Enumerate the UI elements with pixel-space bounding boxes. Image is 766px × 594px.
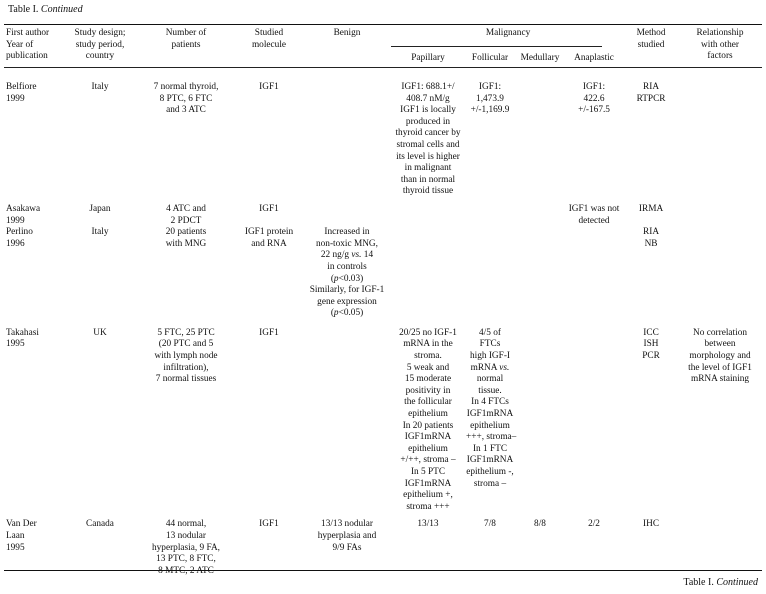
cell-line: patients (171, 39, 201, 50)
cell-follicular (464, 227, 516, 328)
cell-line: high IGF-I (469, 351, 511, 362)
cell-line: Japan (89, 203, 111, 214)
cell-medullary (516, 227, 564, 328)
cell-patients (136, 82, 236, 204)
cell-line: 1995 (6, 542, 25, 553)
cell-benign (302, 519, 392, 577)
cell-line: studied (637, 39, 665, 50)
cell-line: gene expression (317, 296, 377, 307)
cell-relationship (678, 519, 762, 577)
cell-relationship (678, 204, 762, 227)
cell-line: ICC (643, 327, 659, 338)
cell-method (624, 227, 678, 328)
cell-line: (p<0.05) (330, 308, 364, 319)
cell-line: 1,473.9 (476, 93, 504, 104)
caption-label: Table I. (683, 577, 714, 588)
cell-relationship (678, 328, 762, 520)
cell-line: mRNA in the (403, 339, 453, 350)
header-medullary: Medullary (520, 53, 560, 63)
cell-line: IGF1 protein (244, 227, 294, 238)
cell-line: epithelium (408, 409, 448, 420)
cell-patients (136, 227, 236, 328)
cell-line: 44 normal, (165, 519, 207, 530)
cell-line: +/++, stroma – (400, 455, 456, 466)
cell-author (4, 82, 64, 204)
header-malignancy: Malignancy (485, 28, 531, 38)
cell-line: epithelium +, (403, 490, 453, 501)
cell-line: IGF1 was not (568, 203, 620, 214)
header-patients (136, 28, 236, 75)
cell-molecule (236, 82, 302, 204)
cell-line: 13 PTC, 8 FTC, (156, 554, 216, 565)
header-relationship (678, 28, 762, 75)
cell-line: 13/13 nodular (321, 519, 373, 530)
cell-benign (302, 328, 392, 520)
cell-line: Similarly, for IGF-1 (309, 285, 385, 296)
cell-line: No correlation (693, 327, 747, 338)
cell-line: 7 normal tissues (155, 374, 217, 385)
cell-papillary (392, 519, 464, 577)
cell-line: and 3 ATC (166, 105, 206, 116)
cell-line: with other (701, 39, 740, 50)
table-caption-bottom (683, 577, 758, 588)
cell-line: IGF1 (259, 519, 279, 530)
table-row (4, 328, 762, 520)
cell-line: infiltration), (163, 362, 209, 373)
cell-design (64, 82, 136, 204)
cell-line: 1999 (6, 93, 25, 104)
cell-line: Belfiore (6, 82, 37, 92)
cell-line: the follicular (404, 397, 452, 408)
cell-line: Year of (6, 39, 34, 50)
header-follicular: Follicular (471, 53, 509, 63)
cell-line: IGF1 (259, 82, 279, 92)
cell-line: mRNA staining (690, 374, 750, 385)
cell-medullary (516, 82, 564, 204)
cell-line: and RNA (251, 238, 287, 249)
cell-line: 15 moderate (404, 374, 452, 385)
cell-line: 422.6 (583, 93, 605, 104)
cell-line: Van Der (6, 519, 37, 530)
cell-line: UK (93, 327, 107, 338)
cell-anaplastic (564, 519, 624, 577)
cell-line: Laan (6, 530, 25, 541)
cell-line: 13 nodular (165, 530, 207, 541)
cell-anaplastic (564, 204, 624, 227)
cell-line: its level is higher (396, 151, 460, 162)
cell-molecule (236, 204, 302, 227)
cell-molecule (236, 328, 302, 520)
cell-anaplastic (564, 328, 624, 520)
cell-patients (136, 519, 236, 577)
cell-follicular (464, 82, 516, 204)
cell-line: RIA (643, 227, 660, 238)
cell-line: 13/13 (417, 519, 439, 530)
cell-line: NB (644, 238, 658, 249)
cell-line: 9/9 FAs (332, 542, 362, 553)
table-caption-top (8, 4, 83, 15)
cell-line: (20 PTC and 5 (158, 339, 214, 350)
cell-line: 7 normal thyroid, (153, 82, 219, 92)
cell-line: factors (707, 51, 733, 62)
header-benign (302, 28, 392, 75)
cell-line: positivity in (405, 385, 451, 396)
cell-line: country (85, 51, 115, 62)
cell-design (64, 227, 136, 328)
cell-line: IGF1 is locally (400, 105, 456, 116)
cell-design (64, 204, 136, 227)
cell-author (4, 328, 64, 520)
cell-line: Benign (333, 28, 361, 38)
cell-line: stroma. (414, 351, 442, 362)
cell-line: normal (476, 374, 504, 385)
header-design (64, 28, 136, 75)
cell-line: thyroid cancer by (395, 128, 461, 139)
cell-line: 408.7 nM/g (406, 93, 450, 104)
cell-line: Italy (91, 82, 109, 92)
cell-line: in controls (327, 261, 367, 272)
cell-line: thyroid tissue (402, 186, 454, 197)
table-row (4, 519, 762, 577)
cell-line: the level of IGF1 (688, 362, 752, 373)
cell-papillary (392, 328, 464, 520)
cell-line: IGF1mRNA (466, 409, 514, 420)
cell-line: IGF1 (259, 327, 279, 338)
cell-follicular (464, 519, 516, 577)
cell-medullary (516, 204, 564, 227)
table-row (4, 82, 762, 204)
cell-line: +++, stroma– (466, 432, 517, 443)
cell-line: than in normal (400, 174, 456, 185)
cell-method (624, 204, 678, 227)
cell-line: PCR (642, 351, 660, 362)
cell-line: non-toxic MNG, (316, 238, 378, 249)
cell-line: epithelium (470, 420, 510, 431)
cell-line: stromal cells and (396, 139, 460, 150)
header-papillary: Papillary (411, 53, 445, 63)
cell-line: FTCs (479, 339, 501, 350)
data-table (4, 28, 762, 577)
header-author (4, 28, 64, 75)
header-anaplastic: Anaplastic (574, 53, 614, 63)
cell-line: study period, (75, 39, 125, 50)
cell-line: IGF1mRNA (404, 432, 452, 443)
cell-line: 5 FTC, 25 PTC (157, 327, 215, 338)
cell-line: 1999 (6, 215, 25, 226)
cell-molecule (236, 519, 302, 577)
cell-line: Italy (91, 227, 109, 238)
cell-author (4, 227, 64, 328)
cell-patients (136, 204, 236, 227)
cell-line: RTPCR (636, 93, 666, 104)
cell-line: IGF1: 688.1+/ (401, 82, 455, 92)
cell-line: 20/25 no IGF-1 (399, 327, 457, 338)
cell-line: Perlino (6, 227, 33, 238)
cell-line: In 5 PTC (410, 467, 446, 477)
cell-papillary (392, 82, 464, 204)
cell-line: Takahasi (6, 327, 39, 338)
cell-line: 8 PTC, 6 FTC (159, 93, 213, 104)
cell-line: stroma – (473, 478, 507, 489)
cell-line: 8/8 (534, 519, 546, 530)
cell-anaplastic (564, 227, 624, 328)
cell-line: 4 ATC and (166, 203, 206, 214)
cell-line: Number of (165, 28, 207, 38)
cell-line: epithelium -, (466, 467, 514, 477)
cell-follicular (464, 204, 516, 227)
cell-medullary (516, 519, 564, 577)
caption-continued: Continued (40, 4, 83, 15)
cell-line: 20 patients (165, 227, 207, 238)
cell-line: In 4 FTCs (471, 397, 509, 408)
cell-relationship (678, 227, 762, 328)
cell-line: (p<0.03) (330, 273, 364, 284)
cell-line: IGF1: (478, 82, 502, 92)
cell-author (4, 519, 64, 577)
cell-line: 8 MTC, 2 ATC (158, 565, 214, 576)
cell-anaplastic (564, 82, 624, 204)
cell-line: 5 weak and (406, 362, 450, 373)
top-rule (4, 24, 762, 25)
cell-line: IGF1mRNA (466, 455, 514, 466)
cell-design (64, 519, 136, 577)
cell-line: IGF1mRNA (404, 478, 452, 489)
cell-line: stroma +++ (406, 501, 450, 512)
cell-line: 1995 (6, 339, 25, 350)
cell-line: IGF1: (582, 82, 606, 92)
cell-line: produced in (405, 116, 451, 127)
caption-label: Table I. (8, 4, 39, 15)
cell-line: mRNA vs. (470, 362, 510, 373)
table-row (4, 227, 762, 328)
cell-design (64, 328, 136, 520)
cell-line: 22 ng/g vs. 14 (320, 250, 374, 261)
cell-line: Increased in (324, 227, 370, 238)
cell-line: In 1 FTC (472, 443, 508, 454)
cell-method (624, 519, 678, 577)
cell-line: epithelium (408, 443, 448, 454)
cell-line: Study design; (74, 28, 126, 38)
cell-line: hyperplasia, 9 FA, (152, 542, 220, 553)
cell-relationship (678, 82, 762, 204)
cell-line: hyperplasia and (317, 530, 377, 541)
cell-line: 4/5 of (479, 327, 501, 338)
cell-line: +/-167.5 (578, 105, 610, 116)
table-row (4, 204, 762, 227)
cell-method (624, 82, 678, 204)
cell-line: Canada (86, 519, 114, 530)
cell-line: detected (578, 215, 610, 226)
cell-line: RIA (643, 82, 660, 92)
cell-line: 2/2 (588, 519, 600, 530)
cell-medullary (516, 328, 564, 520)
cell-line: Method (636, 28, 666, 38)
cell-line: 2 PDCT (170, 215, 202, 226)
caption-continued: Continued (716, 577, 758, 588)
cell-line: IGF1 (259, 203, 279, 214)
cell-line: molecule (251, 39, 287, 50)
cell-line: ISH (643, 339, 659, 350)
cell-line: 7/8 (484, 519, 496, 530)
cell-line: First author (6, 28, 50, 38)
cell-follicular (464, 328, 516, 520)
cell-line: between (704, 339, 736, 350)
cell-method (624, 328, 678, 520)
cell-line: with lymph node (154, 351, 218, 362)
cell-line: +/-1,169.9 (470, 105, 510, 116)
cell-line: publication (6, 51, 48, 62)
cell-line: morphology and (689, 351, 751, 362)
cell-author (4, 204, 64, 227)
header-method (624, 28, 678, 75)
cell-line: in malignant (404, 163, 452, 174)
header-molecule (236, 28, 302, 75)
cell-benign (302, 82, 392, 204)
cell-benign (302, 204, 392, 227)
cell-papillary (392, 204, 464, 227)
cell-line: with MNG (165, 238, 207, 249)
cell-line: IHC (643, 519, 660, 530)
cell-line: Asakawa (6, 203, 41, 214)
cell-patients (136, 328, 236, 520)
cell-line: In 20 patients (402, 420, 454, 431)
cell-papillary (392, 227, 464, 328)
cell-line: IRMA (638, 203, 664, 214)
cell-benign (302, 227, 392, 328)
cell-molecule (236, 227, 302, 328)
cell-line: 1996 (6, 238, 25, 249)
cell-line: Studied (254, 28, 284, 38)
cell-line: Relationship (696, 28, 744, 38)
cell-line: tissue. (478, 385, 502, 396)
